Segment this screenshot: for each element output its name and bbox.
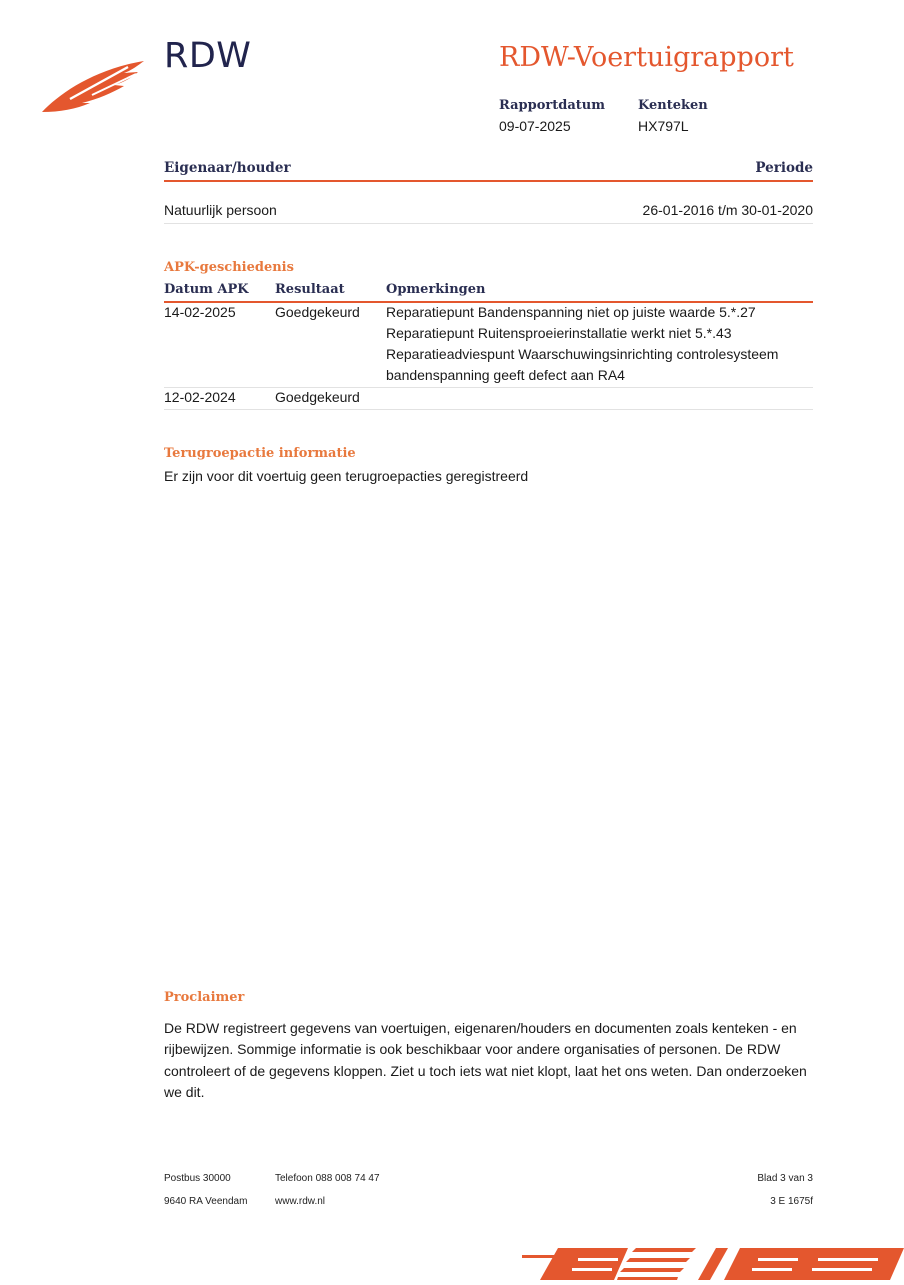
footer-address-line2: 9640 RA Veendam: [164, 1196, 248, 1207]
report-title: RDW-Voertuigrapport: [499, 42, 794, 73]
apk-remark: bandenspanning geeft defect aan RA4: [386, 367, 625, 383]
plate-label: Kenteken: [638, 98, 708, 113]
proclaimer-line: we dit.: [164, 1083, 205, 1100]
owner-row: [164, 202, 813, 224]
recall-section-title: Terugroepactie informatie: [164, 446, 356, 461]
footer-website[interactable]: www.rdw.nl: [275, 1196, 326, 1207]
apk-remark: Reparatieadviespunt Waarschuwingsinrichting controlesysteem: [386, 346, 779, 362]
apk-remarks: [386, 302, 806, 386]
apk-remark: Reparatiepunt Ruitensproeierinstallatie werkt niet 5.*.43: [386, 325, 732, 341]
footer-page-number: Blad 3 van 3: [757, 1173, 813, 1184]
proclaimer-title: Proclaimer: [164, 990, 245, 1005]
apk-column-remarks: Opmerkingen: [386, 282, 486, 297]
apk-column-date: Datum APK: [164, 282, 249, 297]
apk-section-title: APK-geschiedenis: [164, 260, 294, 275]
apk-result: Goedgekeurd: [275, 389, 360, 405]
owner-type: Natuurlijk persoon: [164, 202, 277, 218]
report-date-label: Rapportdatum: [499, 98, 605, 113]
apk-date: 14-02-2025: [164, 304, 236, 320]
apk-row: [164, 388, 813, 410]
stripes-decoration-icon: [518, 1238, 904, 1285]
apk-remark: Reparatiepunt Bandenspanning niet op juiste waarde 5.*.27: [386, 304, 756, 320]
apk-column-result: Resultaat: [275, 282, 345, 297]
rdw-feather-logo-icon: [40, 55, 148, 120]
proclaimer-line: controleert of de gegevens kloppen. Ziet u toch iets wat niet klopt, laat het ons weten. Dan onderzoeken: [164, 1062, 807, 1079]
proclaimer-text: [164, 1018, 824, 1103]
recall-text: Er zijn voor dit voertuig geen terugroepacties geregistreerd: [164, 468, 529, 484]
owner-period: 26-01-2016 t/m 30-01-2020: [642, 202, 813, 218]
owner-table-header: [164, 160, 813, 182]
proclaimer-line: De RDW registreert gegevens van voertuigen, eigenaren/houders en documenten zoals kenteken - en: [164, 1020, 797, 1036]
apk-table-header: [164, 282, 813, 303]
period-column-header: Periode: [755, 160, 813, 176]
proclaimer-line: rijbewijzen. Sommige informatie is ook beschikbaar voor andere organisaties of personen. De RDW: [164, 1041, 781, 1058]
brand-name: RDW: [164, 36, 252, 76]
report-date-value: 09-07-2025: [499, 118, 571, 134]
footer-address-line1: Postbus 30000: [164, 1173, 231, 1184]
footer-document-code: 3 E 1675f: [770, 1196, 813, 1207]
plate-value: HX797L: [638, 118, 689, 134]
footer-phone: Telefoon 088 008 74 47: [275, 1173, 380, 1184]
apk-date: 12-02-2024: [164, 389, 236, 405]
apk-row: [164, 302, 813, 388]
owner-column-header: Eigenaar/houder: [164, 160, 291, 176]
apk-result: Goedgekeurd: [275, 304, 360, 320]
